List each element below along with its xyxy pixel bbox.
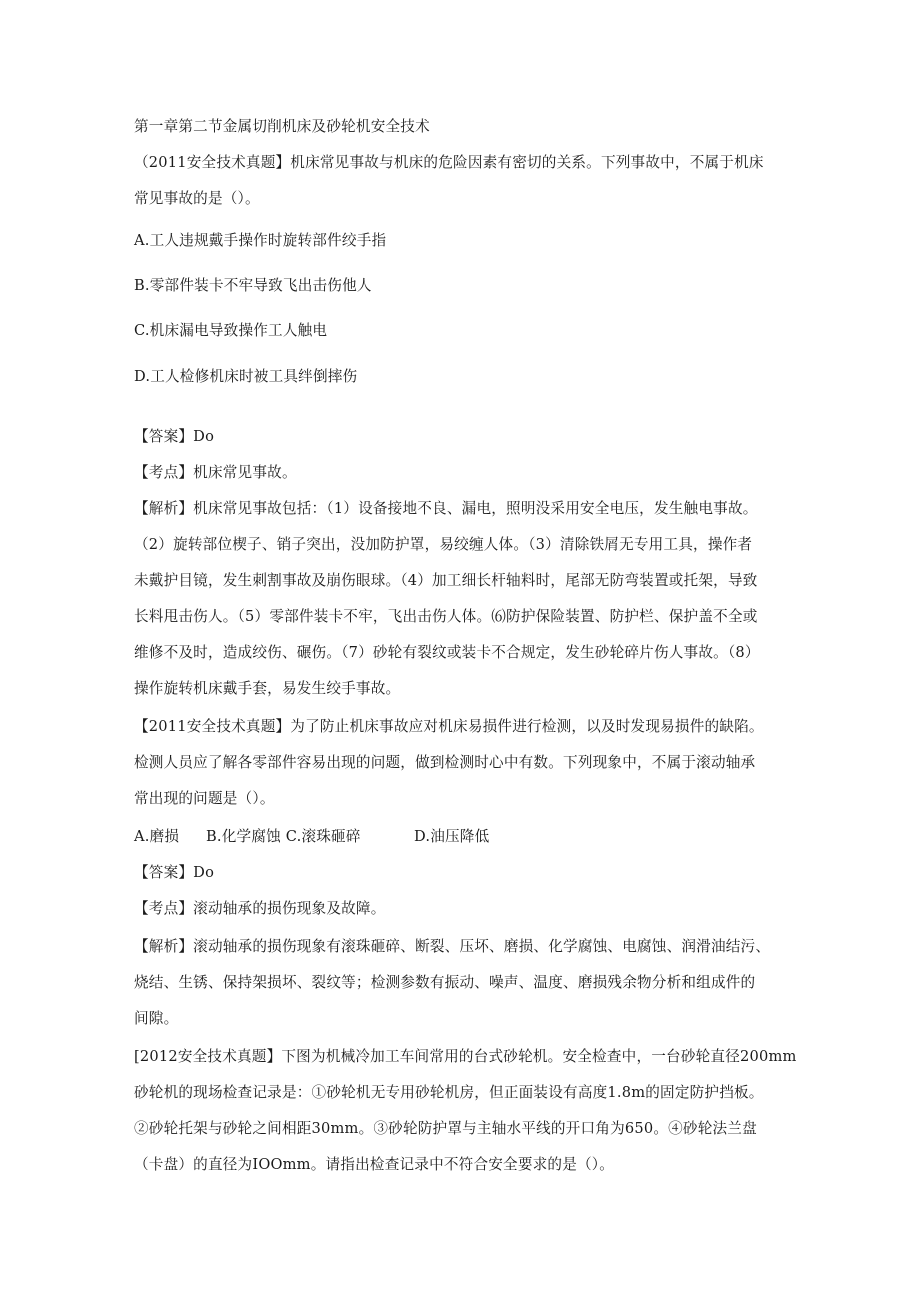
q3-stem-line-3: ②砂轮托架与砂轮之间相距30mm。③砂轮防护罩与主轴水平线的开口角为650。④砂轮法兰盘 <box>134 1120 757 1137</box>
q2-stem-line-3: 常出现的问题是（）。 <box>134 790 275 807</box>
q1-analysis-line-2: （2）旋转部位楔子、销子突出，没加防护罩，易绞缠人体。（3）清除铁屑无专用工具，操作者 <box>134 536 753 553</box>
q2-analysis-line-3: 间隙。 <box>134 1010 179 1027</box>
q1-option-a: A.工人违规戴手操作时旋转部件绞手指 <box>134 232 387 249</box>
q2-analysis-line-2: 烧结、生锈、保持架损坏、裂纹等；检测参数有振动、噪声、温度、磨损残余物分析和组成件的 <box>134 974 756 991</box>
q1-analysis-line-6: 操作旋转机床戴手套，易发生绞手事故。 <box>134 680 401 697</box>
q2-point: 【考点】滚动轴承的损伤现象及故障。 <box>134 900 386 917</box>
q3-stem-line-2: 砂轮机的现场检查记录是：①砂轮机无专用砂轮机房，但正面装设有高度1.8m的固定防护挡板。 <box>134 1084 764 1101</box>
q2-stem-line-2: 检测人员应了解各零部件容易出现的问题，做到检测时心中有数。下列现象中，不属于滚动轴承 <box>134 754 756 771</box>
q1-analysis-line-4: 长料甩击伤人。（5）零部件装卡不牢，飞出击伤人体。⑹防护保险装置、防护栏、保护盖不全或 <box>134 608 758 625</box>
q2-option-d: D.油压降低 <box>414 828 490 845</box>
q1-point: 【考点】机床常见事故。 <box>134 464 297 481</box>
section-title: 第一章第二节金属切削机床及砂轮机安全技术 <box>134 118 430 135</box>
q1-analysis-line-3: 未戴护目镜，发生刺割事故及崩伤眼球。（4）加工细长杆轴料时，尾部无防弯装置或托架，导致 <box>134 572 758 589</box>
q1-option-d: D.工人检修机床时被工具绊倒摔伤 <box>134 368 358 385</box>
q1-option-b: B.零部件装卡不牢导致飞出击伤他人 <box>134 277 372 294</box>
q1-stem-line-1: （2011安全技术真题】机床常见事故与机床的危险因素有密切的关系。下列事故中，不属于机床 <box>134 154 764 171</box>
q1-analysis-line-5: 维修不及时，造成绞伤、碾伤。（7）砂轮有裂纹或装卡不合规定，发生砂轮碎片伤人事故。（8） <box>134 644 760 661</box>
q2-analysis-line-1: 【解析】滚动轴承的损伤现象有滚珠砸碎、断裂、压坏、磨损、化学腐蚀、电腐蚀、润滑油结污、 <box>134 938 771 955</box>
q3-stem-line-1: [2012安全技术真题】下图为机械冷加工车间常用的台式砂轮机。安全检查中，一台砂轮直径200mm <box>134 1048 797 1065</box>
q2-stem-line-1: 【2011安全技术真题】为了防止机床事故应对机床易损件进行检测，以及时发现易损件的缺陷。 <box>134 718 764 735</box>
q2-option-a: A.磨损 <box>134 828 180 845</box>
q1-analysis-line-1: 【解析】机床常见事故包括：（1）设备接地不良、漏电，照明没采用安全电压，发生触电事故。 <box>134 500 758 517</box>
q2-options <box>134 827 794 847</box>
q1-answer: 【答案】Do <box>134 428 215 445</box>
q1-stem-line-2: 常见事故的是（）。 <box>134 190 260 207</box>
q3-stem-line-4: （卡盘）的直径为IOOmm。请指出检查记录中不符合安全要求的是（）。 <box>134 1156 615 1173</box>
q2-option-bc: B.化学腐蚀 C.滚珠砸碎 <box>206 828 361 845</box>
q2-answer: 【答案】Do <box>134 864 215 881</box>
q1-option-c: C.机床漏电导致操作工人触电 <box>134 322 328 339</box>
